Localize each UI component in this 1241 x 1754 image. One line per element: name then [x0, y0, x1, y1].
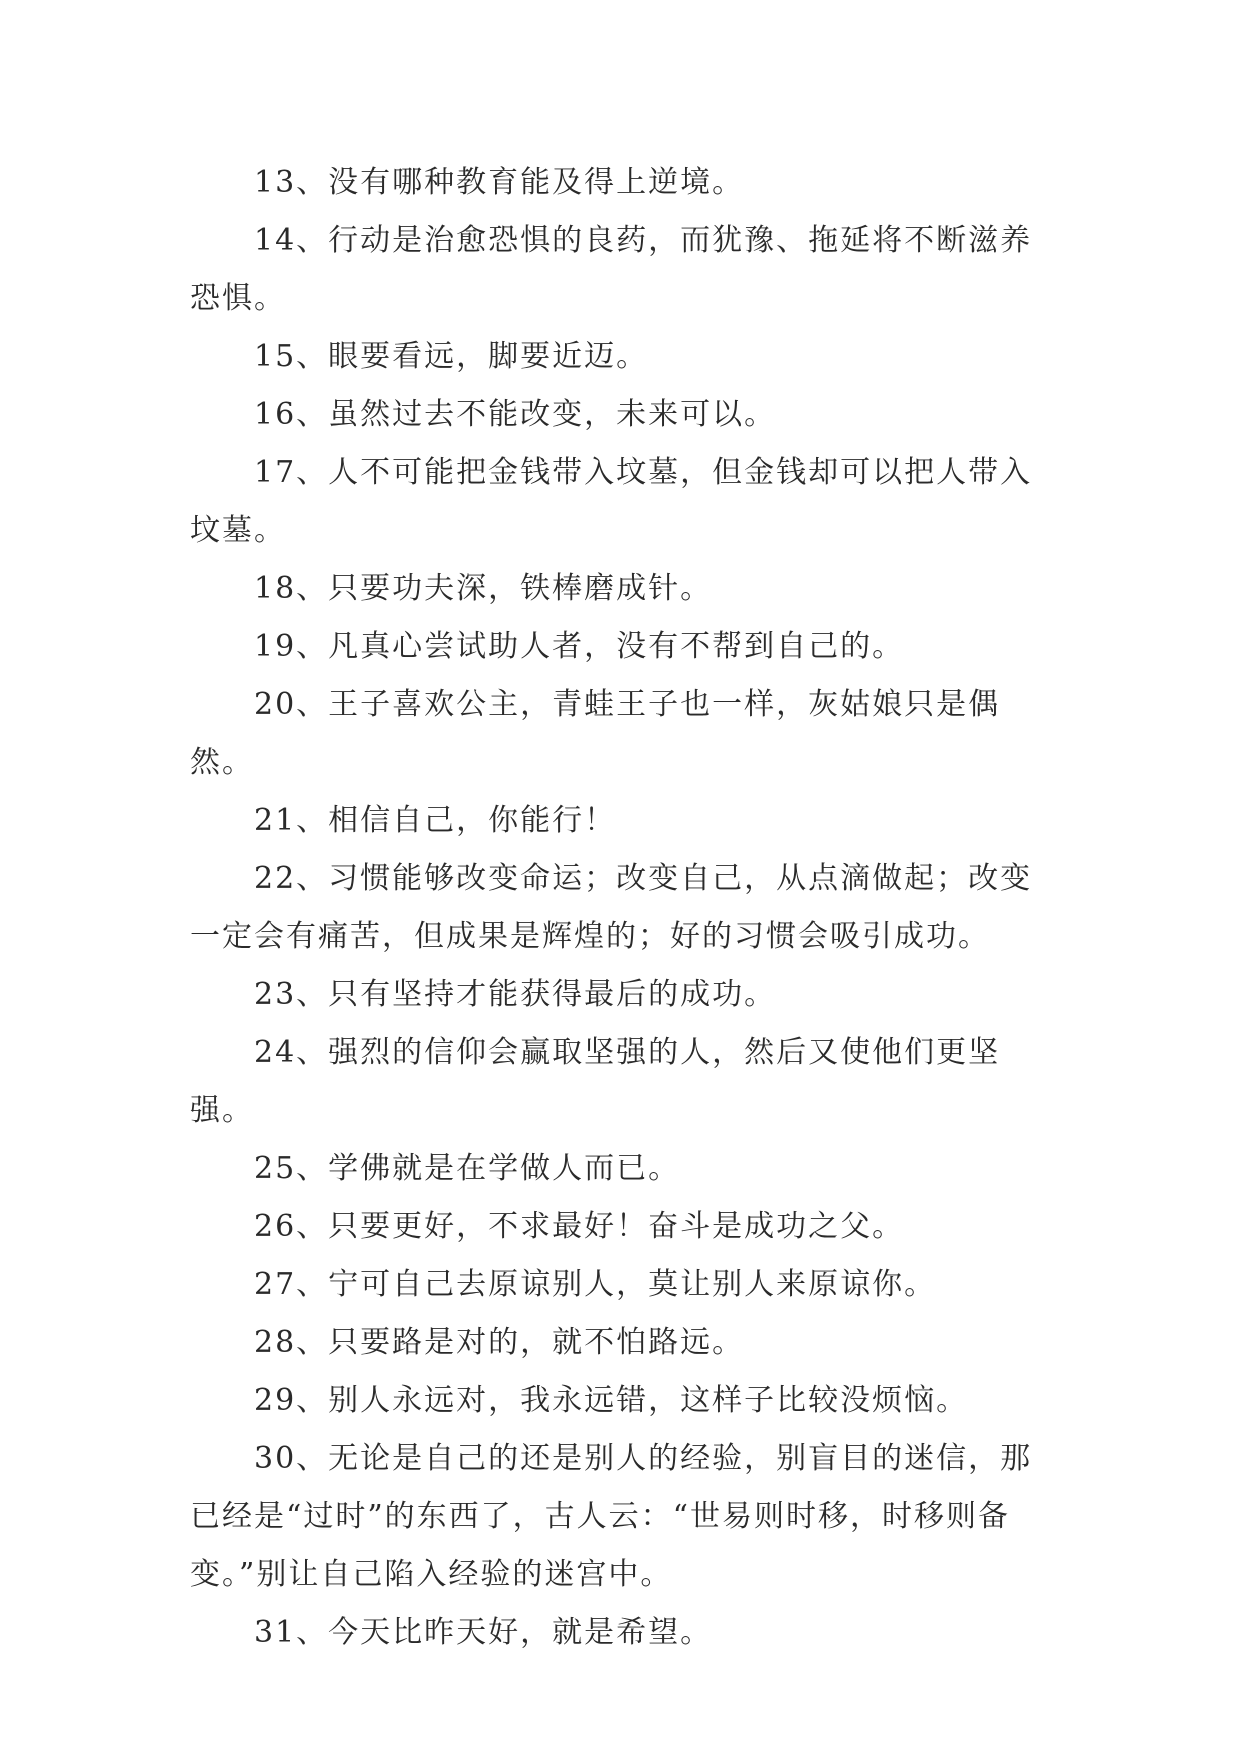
paragraph-23: 23、只有坚持才能获得最后的成功。 — [254, 977, 777, 1012]
document-body — [190, 154, 1054, 1662]
paragraph-29: 29、别人永远对，我永远错，这样子比较没烦恼。 — [254, 1383, 969, 1418]
paragraph-31: 31、今天比昨天好，就是希望。 — [254, 1615, 713, 1650]
paragraph-15: 15、眼要看远，脚要近迈。 — [254, 339, 649, 374]
paragraph-22: 22、习惯能够改变命运；改变自己，从点滴做起；改变一定会有痛苦，但成果是辉煌的；好的习惯会吸引成功。 — [190, 861, 1033, 954]
paragraph-25: 25、学佛就是在学做人而已。 — [254, 1151, 681, 1186]
paragraph-20: 20、王子喜欢公主，青蛙王子也一样，灰姑娘只是偶然。 — [190, 687, 1001, 780]
paragraph-30: 30、无论是自己的还是别人的经验，别盲目的迷信，那已经是“过时”的东西了，古人云：“世易则时移，时移则备变。”别让自己陷入经验的迷宫中。 — [190, 1441, 1033, 1592]
paragraph-28: 28、只要路是对的，就不怕路远。 — [254, 1325, 745, 1360]
paragraph-24: 24、强烈的信仰会赢取坚强的人，然后又使他们更坚强。 — [190, 1035, 1001, 1128]
paragraph-26: 26、只要更好，不求最好！奋斗是成功之父。 — [254, 1209, 905, 1244]
paragraph-14: 14、行动是治愈恐惧的良药，而犹豫、拖延将不断滋养恐惧。 — [190, 223, 1033, 316]
paragraph-13: 13、没有哪种教育能及得上逆境。 — [254, 165, 745, 200]
paragraph-19: 19、凡真心尝试助人者，没有不帮到自己的。 — [254, 629, 905, 664]
paragraph-17: 17、人不可能把金钱带入坟墓，但金钱却可以把人带入坟墓。 — [190, 455, 1033, 548]
paragraph-18: 18、只要功夫深，铁棒磨成针。 — [254, 571, 713, 606]
paragraph-27: 27、宁可自己去原谅别人，莫让别人来原谅你。 — [254, 1267, 937, 1302]
paragraph-16: 16、虽然过去不能改变，未来可以。 — [254, 397, 777, 432]
paragraph-21: 21、相信自己，你能行！ — [254, 803, 617, 838]
